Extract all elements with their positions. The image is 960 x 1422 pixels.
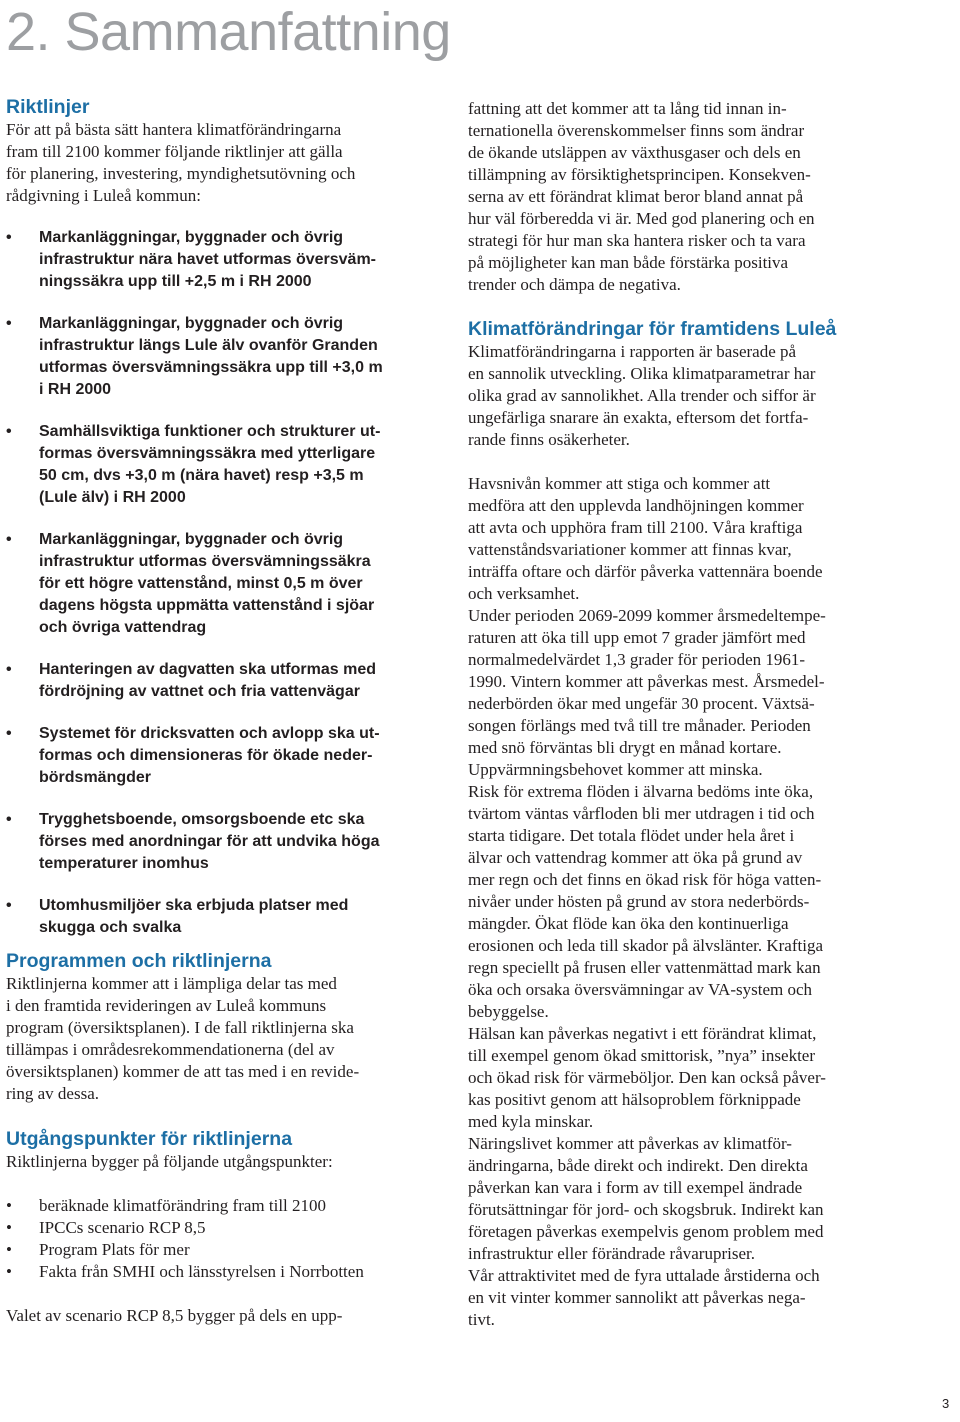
bullet-icon: •	[6, 1196, 12, 1215]
list-item	[6, 529, 443, 639]
bullet-icon: •	[6, 531, 12, 548]
list-item-text: Markanläggningar, byggnader och övrig infrastruktur utformas översvämningssäkra för ett högre vattenstånd, minst 0,5 m över dagens högsta uppmätta vattenstånd i sjöar och övriga vattendrag	[39, 531, 375, 636]
klimat-paragraph-1: Klimatförändringarna i rapporten är baserade på en sannolik utveckling. Olika klimatparametrar har olika grad av sannolikhet. Alla trender och siffor är ungefärliga snarare än exakta, eftersom det fortfa- rande finns osäkerheter.	[468, 342, 816, 449]
list-item	[6, 227, 443, 293]
list-item-text: Markanläggningar, byggnader och övrig infrastruktur nära havet utformas översväm- ningssäkra upp till +2,5 m i RH 2000	[39, 229, 376, 290]
list-item-text: Trygghetsboende, omsorgsboende etc ska förses med anordningar för att undvika höga temperaturer inomhus	[39, 811, 380, 872]
klimat-heading: Klimatförändringar för framtidens Luleå	[468, 318, 837, 340]
bullet-icon: •	[6, 725, 12, 742]
bullet-icon: •	[6, 897, 12, 914]
list-item-text: Samhällsviktiga funktioner och strukturer ut- formas översvämningssäkra med ytterligare 50 cm, dvs +3,0 m (nära havet) resp +3,5 m (Lule älv) i RH 2000	[39, 423, 381, 506]
list-item-text: Systemet för dricksvatten och avlopp ska ut- formas och dimensioneras för ökade neder- bördsmängder	[39, 725, 380, 786]
list-item-text: Fakta från SMHI och länsstyrelsen i Norrbotten	[39, 1262, 364, 1281]
riktlinjer-list	[6, 227, 443, 939]
list-item	[6, 1239, 443, 1261]
list-item	[6, 659, 443, 703]
bullet-icon: •	[6, 423, 12, 440]
right-column	[468, 98, 908, 1331]
list-item-text: Markanläggningar, byggnader och övrig infrastruktur längs Lule älv ovanför Granden utformas översvämningssäkra upp till +3,0 m i RH 2000	[39, 315, 383, 398]
utgangspunkter-heading: Utgångspunkter för riktlinjerna	[6, 1128, 293, 1150]
programmen-text: Riktlinjerna kommer att i lämpliga delar tas med i den framtida revideringen av Luleå kommuns program (översiktsplanen). I de fall riktlinjerna ska tillämpas i områdesrekommendationerna (del av översiktsplanen) kommer de att tas med i en revide- ring av dessa.	[6, 974, 360, 1103]
utgangspunkter-intro: Riktlinjerna bygger på följande utgångspunkter:	[6, 1152, 333, 1171]
list-item	[6, 723, 443, 789]
list-item-text: IPCCs scenario RCP 8,5	[39, 1218, 206, 1237]
list-item	[6, 313, 443, 401]
utgangspunkter-list	[6, 1195, 443, 1283]
riktlinjer-intro: För att på bästa sätt hantera klimatförändringarna fram till 2100 kommer följande riktlinjer att gälla för planering, investering, myndighetsutövning och rådgivning i Luleå kommun:	[6, 120, 356, 205]
bullet-icon: •	[6, 661, 12, 678]
list-item-text: Hanteringen av dagvatten ska utformas med fördröjning av vattnet och fria vattenvägar	[39, 661, 376, 700]
bullet-icon: •	[6, 1262, 12, 1281]
continuation-text: fattning att det kommer att ta lång tid innan in- ternationella överenskommelser finns som ändrar de ökande utsläppen av växthusgaser och dels en tillämpning av försiktighetsprincipen. Konsekven- serna av ett förändrat klimat beror bland annat på hur väl förberedda vi är. Med god planering och en strategi för hur man ska hantera risker och ta vara på möjligheter kan man både förstärka positiva trender och dämpa de negativa.	[468, 99, 815, 294]
list-item	[6, 809, 443, 875]
list-item	[6, 895, 443, 939]
klimat-paragraph-2: Havsnivån kommer att stiga och kommer att medföra att den upplevda landhöjningen kommer att avta och upphöra fram till 2100. Våra kraftiga vattenståndsvariationer kommer att finnas kvar, inträffa oftare och därför påverka vattennära boende och verksamhet. Under perioden 2069-2099 kommer årsmedeltempe- raturen att öka till upp emot 7 grader jämfört med normalmedelvärdet 1,3 grader för perioden 1961- 1990. Vintern kommer att påverkas mest. Årsmedel- nederbörden ökar med ungefär 30 procent. Växtsä- songen förlängs med två till tre månader. Perioden med snö förväntas bli drygt en månad kortare. Uppvärmningsbehovet kommer att minska. Risk för extrema flöden i älvarna bedöms inte öka, tvärtom väntas vårfloden bli mer utdragen i tid och starta tidigare. Det totala flödet under hela året i älvar och vattendrag kommer att öka på grund av mer regn och det finns en ökad risk för höga vatten- nivåer under hösten på grund av stora nederbörds- mängder. Ökat flöde kan öka den kontinuerliga erosionen och leda till skador på älvslänter. Kraftiga regn speciellt på frusen eller vattenmättad mark kan öka och orsaka översvämningar av VA-system och bebyggelse. Hälsan kan påverkas negativt i ett förändrat klimat, till exempel genom ökad smittorisk, ”nya” insekter och ökad risk för värmeböljor. Den kan också påver- kas positivt genom att hälsoproblem förknippade med kyla minskar. Näringslivet kommer att påverkas av klimatför- ändringarna, både direkt och indirekt. Den direkta påverkan kan vara i form av till exempel ändrade förutsättningar för jord- och skogsbruk. Indirekt kan företagen påverkas exempelvis genom problem med infrastruktur eller förändrade råvarupriser. Vår attraktivitet med de fyra uttalade årstiderna och en vit vinter kommer sannolikt att påverkas nega- tivt.	[468, 474, 826, 1329]
list-item	[6, 421, 443, 509]
list-item-text: Utomhusmiljöer ska erbjuda platser med skugga och svalka	[39, 897, 349, 936]
list-item-text: beräknade klimatförändring fram till 2100	[39, 1196, 327, 1215]
bullet-icon: •	[6, 229, 12, 246]
page-number: 3	[942, 1396, 950, 1411]
bullet-icon: •	[6, 315, 12, 332]
list-item	[6, 1217, 443, 1239]
programmen-heading: Programmen och riktlinjerna	[6, 950, 272, 972]
bullet-icon: •	[6, 811, 12, 828]
bullet-icon: •	[6, 1240, 12, 1259]
list-item-text: Program Plats för mer	[39, 1240, 190, 1259]
riktlinjer-heading: Riktlinjer	[6, 96, 90, 118]
list-item	[6, 1261, 443, 1283]
list-item	[6, 1195, 443, 1217]
page-title: 2. Sammanfattning	[6, 2, 451, 62]
utgangspunkter-closing: Valet av scenario RCP 8,5 bygger på dels en upp-	[6, 1306, 343, 1325]
left-column	[6, 95, 443, 1327]
bullet-icon: •	[6, 1218, 12, 1237]
